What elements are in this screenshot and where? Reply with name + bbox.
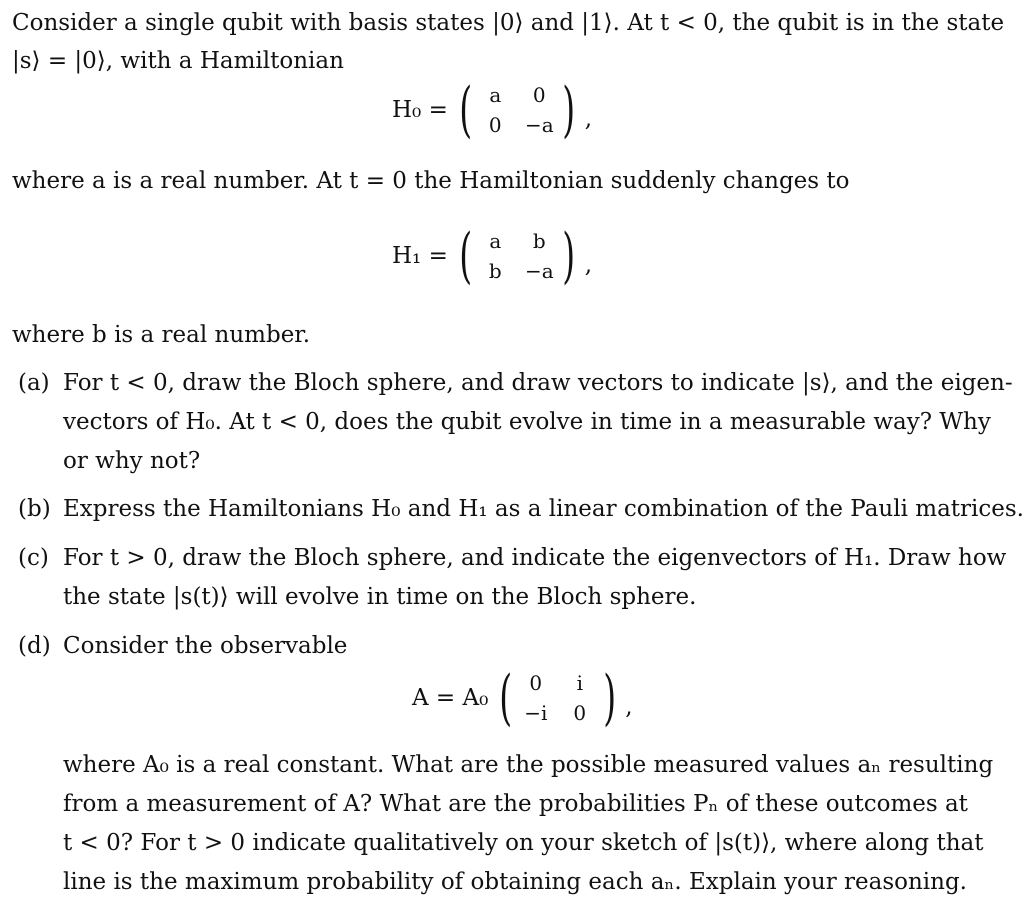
matrix-cell: i: [576, 671, 583, 695]
equation-h1: [392, 221, 593, 291]
left-paren: (: [499, 663, 513, 733]
matrix-cell: 0: [488, 113, 502, 137]
intro-line-1: Consider a single qubit with basis states |0⟩ and |1⟩. At t < 0, the qubit is in the state: [12, 10, 1005, 36]
matrix-cell: 0: [532, 83, 546, 107]
matrix-cell: −a: [524, 259, 554, 283]
part-b-line-1: Express the Hamiltonians H₀ and H₁ as a linear combination of the Pauli matrices.: [63, 496, 1024, 522]
part-a-label: (a): [18, 370, 50, 396]
part-b-label: (b): [18, 496, 51, 522]
matrix-cell: a: [489, 83, 502, 107]
equation-observable-a: [412, 663, 633, 733]
matrix-cell: a: [489, 229, 502, 253]
part-d-label: (d): [18, 633, 51, 659]
part-d-line-5: line is the maximum probability of obtaining each aₙ. Explain your reasoning.: [63, 869, 967, 895]
matrix-cell: 0: [573, 701, 587, 725]
left-paren: (: [459, 221, 473, 291]
part-a-line-1: For t < 0, draw the Bloch sphere, and draw vectors to indicate |s⟩, and the eigen-: [63, 370, 1013, 396]
observable-matrix: [514, 668, 602, 728]
part-c-line-1: For t > 0, draw the Bloch sphere, and indicate the eigenvectors of H₁. Draw how: [63, 545, 1007, 571]
mid-text-1: where a is a real number. At t = 0 the Hamiltonian suddenly changes to: [12, 168, 850, 194]
h0-matrix: [473, 80, 561, 140]
part-c-label: (c): [18, 545, 49, 571]
equation-h0: [392, 75, 593, 145]
matrix-cell: 0: [529, 671, 543, 695]
part-d-line-2: where A₀ is a real constant. What are the possible measured values aₙ resulting: [63, 752, 994, 778]
intro-line-2: |s⟩ = |0⟩, with a Hamiltonian: [12, 48, 344, 74]
matrix-cell: −i: [524, 701, 548, 725]
part-a-line-3: or why not?: [63, 448, 201, 474]
h1-lhs: H₁ =: [392, 243, 448, 269]
h1-comma: ,: [584, 252, 593, 278]
matrix-cell: b: [488, 259, 502, 283]
observable-comma: ,: [625, 694, 633, 720]
part-a-line-2: vectors of H₀. At t < 0, does the qubit evolve in time in a measurable way? Why: [63, 409, 991, 435]
h0-lhs: H₀ =: [392, 97, 448, 123]
matrix-cell: b: [532, 229, 546, 253]
h0-comma: ,: [584, 106, 593, 132]
right-paren: ): [603, 663, 616, 733]
part-d-line-1: Consider the observable: [63, 633, 348, 659]
mid-text-2: where b is a real number.: [12, 322, 311, 348]
right-paren: ): [562, 221, 576, 291]
part-c-line-2: the state |s(t)⟩ will evolve in time on the Bloch sphere.: [63, 584, 697, 610]
h1-matrix: [473, 226, 561, 286]
left-paren: (: [459, 75, 473, 145]
matrix-cell: −a: [524, 113, 554, 137]
part-d-line-4: t < 0? For t > 0 indicate qualitatively on your sketch of |s(t)⟩, where along that: [63, 830, 984, 856]
right-paren: ): [562, 75, 576, 145]
part-d-line-3: from a measurement of A? What are the probabilities Pₙ of these outcomes at: [63, 791, 968, 817]
observable-lhs: A = A₀: [412, 685, 489, 711]
